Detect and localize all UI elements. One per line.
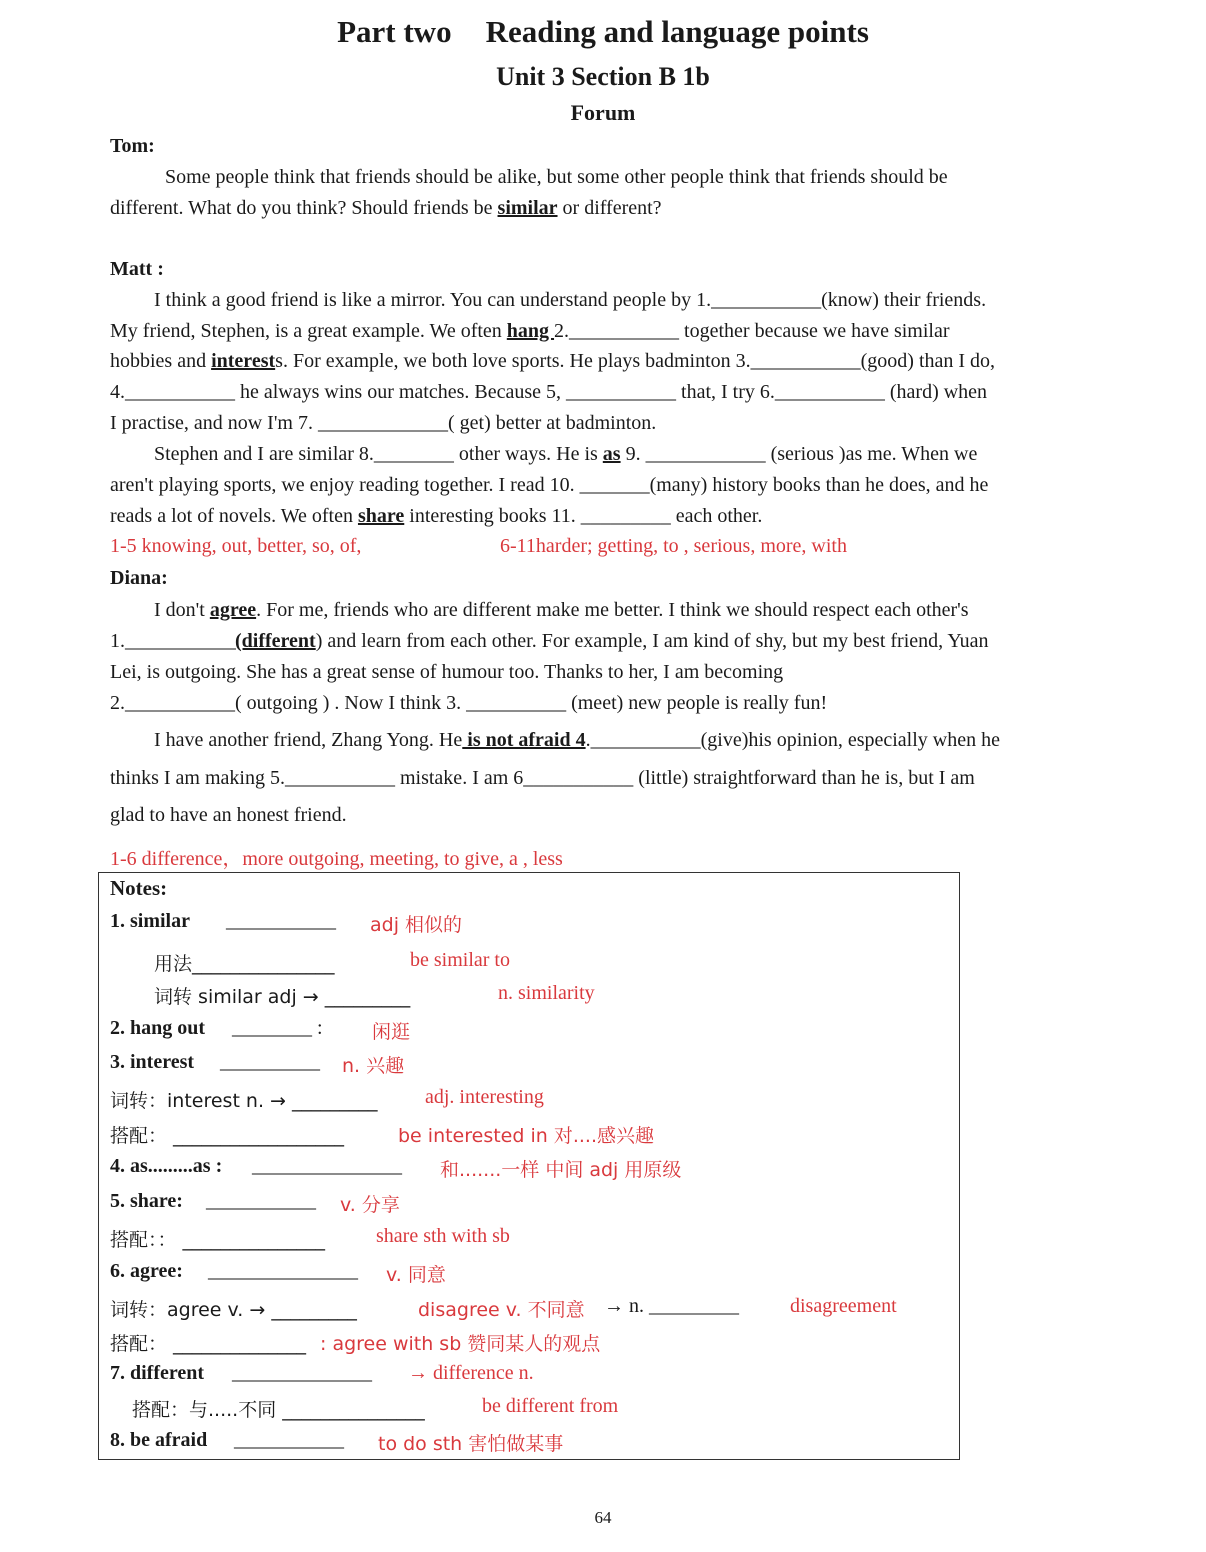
note-3-collocation: 搭配： __________________	[110, 1125, 345, 1147]
note-7-collocation-answer: be different from	[482, 1395, 619, 1417]
note-7-term: 7. different	[110, 1362, 205, 1384]
note-1-conversion: 词转 similar adj → _________	[154, 986, 411, 1008]
vocab-interest: interest	[211, 350, 276, 372]
matt-line-3-a: hobbies and	[110, 350, 212, 372]
note-2-term: 2. hang out	[110, 1017, 206, 1039]
matt-line-3	[110, 350, 995, 373]
matt-line-4: 4.___________ he always wins our matches. Because 5, ___________ that, I try 6.___________ (hard) when	[110, 381, 988, 403]
matt-line-3-c: s. For example, we both love sports. He plays badminton 3.___________(good) than I do,	[275, 350, 996, 372]
vocab-hang: hang	[506, 320, 555, 342]
note-7-label	[110, 1362, 204, 1385]
note-5-blank: ___________	[206, 1190, 316, 1212]
note-2-answer: 闲逛	[372, 1021, 411, 1043]
page-title	[0, 14, 1206, 50]
matt-line-2	[110, 320, 950, 343]
forum-heading: Forum	[570, 100, 636, 125]
vocab-similar: similar	[497, 197, 558, 219]
note-3-answer: n. 兴趣	[342, 1055, 405, 1077]
diana-line-3: Lei, is outgoing. She has a great sense of humour too. Thanks to her, I am becoming	[110, 661, 784, 683]
vocab-agree: agree	[209, 599, 257, 621]
note-5-term: 5. share:	[110, 1190, 183, 1212]
note-6-conversion: 词转：agree v. → _________	[110, 1299, 357, 1321]
note-3-label	[110, 1051, 194, 1074]
note-5-answer: v. 分享	[340, 1194, 400, 1216]
part-heading: Reading and language points	[485, 14, 869, 49]
vocab-share: share	[357, 505, 405, 527]
matt-line-8-a: reads a lot of novels. We often	[110, 505, 358, 527]
note-1-term: 1. similar	[110, 910, 190, 932]
matt-line-7: aren't playing sports, we enjoy reading together. I read 10. _______(many) history books than he does, and he	[110, 474, 989, 496]
note-1-blank: ___________	[226, 910, 336, 932]
speaker-diana: Diana:	[110, 567, 168, 589]
note-3-conversion: 词转：interest n. → _________	[110, 1090, 378, 1112]
note-3-conversion-answer: adj. interesting	[425, 1086, 544, 1108]
note-1-usage: 用法_______________	[154, 953, 335, 975]
note-6-answer: v. 同意	[386, 1264, 446, 1286]
note-8-answer: to do sth 害怕做某事	[378, 1433, 564, 1455]
note-6-term: 6. agree:	[110, 1260, 183, 1282]
matt-line-6-a: Stephen and I are similar 8.________ other ways. He is	[154, 443, 603, 465]
note-6-conversion-noun: → n. _________	[604, 1295, 739, 1317]
note-1-conversion-answer: n. similarity	[498, 982, 595, 1004]
note-7-answer: → difference n.	[408, 1362, 534, 1384]
note-6-conversion-noun-answer: disagreement	[790, 1295, 897, 1317]
vocab-is-not-afraid: is not afraid 4	[462, 729, 586, 751]
diana-line-6: thinks I am making 5.___________ mistake. I am 6___________ (little) straightforward than he is, but I am	[110, 767, 975, 789]
matt-line-6-c: 9. ____________ (serious )as me. When we	[620, 443, 978, 465]
matt-line-2-c: 2.___________ together because we have similar	[554, 320, 950, 342]
diana-line-7: glad to have an honest friend.	[110, 804, 347, 826]
note-6-collocation: 搭配： ______________	[110, 1333, 307, 1355]
note-3-blank: __________	[220, 1051, 320, 1073]
diana-line-1-a: I don't	[154, 599, 210, 621]
diana-line-5-a: I have another friend, Zhang Yong. He	[154, 729, 463, 751]
unit-subtitle: Unit 3 Section B 1b	[496, 62, 710, 91]
note-6-conversion-answer: disagree v. 不同意	[418, 1299, 585, 1321]
speaker-matt: Matt :	[110, 258, 164, 280]
note-6-blank: _______________	[208, 1260, 358, 1282]
note-7-blank: ______________	[232, 1362, 372, 1384]
diana-line-2-c: ) and learn from each other. For example, I am kind of shy, but my best friend, Yuan	[315, 630, 989, 652]
tom-line-2	[110, 197, 662, 220]
note-4-term: 4. as.........as :	[110, 1155, 223, 1177]
matt-line-5: I practise, and now I'm 7. _____________( get) better at badminton.	[110, 412, 657, 434]
note-8-label	[110, 1429, 207, 1452]
tom-line-1: Some people think that friends should be alike, but some other people think that friends should be	[165, 166, 948, 188]
part-label: Part two	[337, 14, 452, 49]
diana-line-2	[110, 630, 989, 653]
note-4-answer: 和.......一样 中间 adj 用原级	[440, 1159, 682, 1181]
note-3-term: 3. interest	[110, 1051, 195, 1073]
note-5-label	[110, 1190, 183, 1213]
note-5-collocation: 搭配：： _______________	[110, 1229, 326, 1251]
note-7-collocation: 搭配：与.....不同 _______________	[132, 1399, 425, 1421]
diana-answers: 1-6 difference，more outgoing, meeting, to give, a , less	[110, 848, 563, 870]
note-4-blank: _______________	[252, 1155, 402, 1177]
matt-line-2-a: My friend, Stephen, is a great example. We often	[110, 320, 507, 342]
matt-answers-2: 6-11harder; getting, to , serious, more, with	[500, 535, 847, 557]
vocab-different: (different	[235, 630, 316, 652]
diana-line-1	[154, 599, 969, 622]
note-2-label	[110, 1017, 205, 1040]
note-8-blank: ___________	[234, 1429, 344, 1451]
diana-line-5-c: .___________(give)his opinion, especially when he	[585, 729, 1000, 751]
matt-answers-1: 1-5 knowing, out, better, so, of,	[110, 535, 362, 557]
notes-title: Notes:	[110, 876, 168, 900]
tom-line-2-c: or different?	[557, 197, 662, 219]
matt-line-6	[154, 443, 977, 466]
note-8-term: 8. be afraid	[110, 1429, 208, 1451]
note-2-blank: ________ :	[232, 1017, 323, 1039]
matt-line-1: I think a good friend is like a mirror. You can understand people by 1.___________(know) their friends.	[154, 289, 987, 311]
diana-line-2-a: 1.___________	[110, 630, 235, 652]
note-1-label	[110, 910, 190, 933]
note-6-collocation-answer: : agree with sb 赞同某人的观点	[320, 1333, 601, 1355]
diana-line-1-c: . For me, friends who are different make me better. I think we should respect each other's	[256, 599, 969, 621]
diana-line-4: 2.___________( outgoing ) . Now I think 3. __________ (meet) new people is really fun!	[110, 692, 828, 714]
matt-line-8	[110, 505, 762, 528]
tom-line-2-a: different. What do you think? Should friends be	[110, 197, 498, 219]
matt-line-8-c: interesting books 11. _________ each other.	[404, 505, 763, 527]
speaker-tom: Tom:	[110, 135, 155, 157]
note-4-label	[110, 1155, 222, 1178]
note-1-usage-answer: be similar to	[410, 949, 510, 971]
diana-line-5	[154, 729, 1000, 752]
note-1-answer: adj 相似的	[370, 914, 463, 936]
note-3-collocation-answer: be interested in 对....感兴趣	[398, 1125, 654, 1147]
page-number: 64	[594, 1508, 612, 1527]
note-5-collocation-answer: share sth with sb	[376, 1225, 510, 1247]
vocab-as: as	[602, 443, 621, 465]
note-6-label	[110, 1260, 183, 1283]
